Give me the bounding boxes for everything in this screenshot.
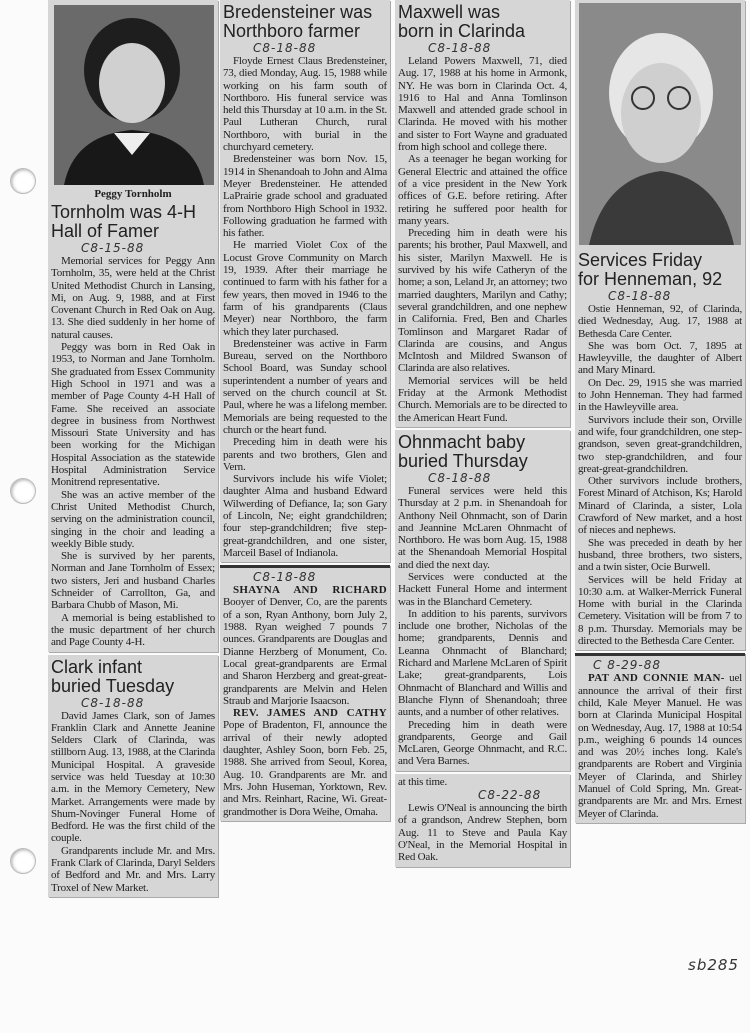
paragraph: Other survivors include brothers, Forest Minard of Atchison, Ks; Harold Minard of Clarinda, a sister, Lola Crawford of New market, and a host of nieces and nephews. [578, 475, 742, 537]
binder-hole [10, 478, 36, 504]
paragraph: A memorial is being established to the music department of her church and Page County 4-H. [51, 611, 215, 649]
article-body [398, 802, 567, 863]
article-body [578, 672, 742, 820]
announcement-lead: PAT AND CONNIE MAN- [588, 672, 725, 685]
paragraph: She was an active member of the Christ United Methodist Church, serving on the administration council, singing in the choir and leading a weekly Bible study. [51, 488, 215, 550]
article-body [398, 776, 567, 788]
bredensteiner-clipping [220, 0, 390, 562]
paragraph: Funeral services were held this Thursday at 2 p.m. in Shenandoah for Anthony Neil Ohnmacht, son of Darin and Jeannine McLaren Ohnmacht of Northboro. He was born Aug. 15, 1988 at the Shenandoah Memorial Hospital and died the next day. [398, 484, 567, 571]
paragraph: Memorial services for Peggy Ann Tornholm, 35, were held at the Christ United Methodist Church in Lansing, Mi, on Aug. 9, 1988, and at First Covenant Church in Red Oak on Aug. 13. She died suddenly in her home of natural causes. [51, 255, 215, 341]
column-3 [395, 0, 570, 867]
announcement-lead: SHAYNA AND RICHARD [233, 584, 387, 597]
headline: Bredensteiner was Northboro farmer [223, 2, 373, 41]
tornholm-photo [54, 5, 214, 185]
paragraph: As a teenager he began working for General Electric and attained the office of a vice president in the New York offices of G.E. before retiring. After retiring he suffered poor health for many years. [398, 153, 567, 227]
manuel-clipping [575, 653, 745, 823]
paragraph: Services were conducted at the Hackett Funeral Home and interment was in the Blanchard Cemetery. [398, 570, 567, 608]
article-body [51, 710, 215, 894]
paragraph: He married Violet Cox of the Locust Grove Community on March 19, 1939. After their marriage he continued to farm with his father for a few years, then moved in 1946 to the farm of his grandparents (Claus Meyer) near Northboro, the farm which they later purchased. [223, 239, 387, 338]
headline: Clark infant buried Tuesday [51, 656, 175, 696]
paragraph: Services will be held Friday at 10:30 a.m. at Walker-Merrick Funeral Home with burial in the Clarinda Cemetery. Visitation will be from 7 to 8 p.m. Thursday. Memorials may be directed to the Bethesda Care Center. [578, 573, 742, 648]
henneman-photo [579, 3, 741, 245]
paragraph: Memorial services will be held Friday at the Armonk Methodist Church. Memorials are to be directed to the American Heart Fund. [398, 374, 567, 424]
article-body [398, 485, 567, 768]
ohnmacht-clipping [395, 430, 570, 771]
paragraph: Preceding him in death were his parents; his brother, Paul Maxwell, and his sister, Marilyn Maxwell. He is survived by his wife Catheryn of the home; a son, Leland Jr, an attorney; two married daughters, Marilyn and Cathy; several grandchildren, and one nephew in California. Fred, Ben and Charles Tomlinson and Margaret Radar of Clarinda are cousins, and Angus McIntosh and Mildred Swanson of Clarinda are also relatives. [398, 227, 567, 375]
paragraph: Ostie Henneman, 92, of Clarinda, died Wednesday, Aug. 17, 1988 at Bethesda Care Center. [578, 303, 742, 340]
tornholm-clipping [48, 0, 218, 652]
paragraph: Leland Powers Maxwell, 71, died Aug. 17, 1988 at his home in Armonk, NY. He was born in Clarinda Oct. 4, 1916 to Hal and Anna Tomlinson Maxwell and attended grade school in Clarinda. He moved with his mother and sister to Fort Wayne and graduated from high school and college there. [398, 55, 567, 154]
paragraph: Lewis O'Neal is announcing the birth of a grandson, Andrew Stephen, born Aug. 11 to Steve and Paula Kay O'Neal, in the Memorial Hospital in Red Oak. [398, 802, 567, 864]
clark-clipping [48, 655, 218, 897]
handwritten-date: C8-18-88 [253, 570, 317, 585]
headline: Tornholm was 4-H Hall of Famer [51, 202, 197, 241]
paragraph: Bredensteiner was active in Farm Bureau, served on the Northboro School Board, was Sunday school superintendent a number of years and served on the church council at St. Paul, where he was a lifelong member. Memorials are being requested to the church or the heart fund. [223, 337, 387, 436]
photo-caption: Peggy Tornholm [94, 188, 172, 200]
article-body [578, 303, 742, 647]
page-number-note: sb285 [688, 956, 739, 974]
handwritten-date: C8-18-88 [428, 41, 492, 55]
article-body [223, 584, 387, 818]
fragment: at this time. [398, 775, 448, 788]
henneman-clipping [575, 0, 745, 650]
paragraph: She was born Oct. 7, 1895 at Hawleyville, the daughter of Albert and Mary Minard. [578, 339, 742, 377]
portrait-image [54, 5, 214, 185]
binder-hole [10, 168, 36, 194]
article-body [398, 55, 567, 424]
oneal-clipping [395, 774, 570, 867]
handwritten-date: C8-22-88 [478, 788, 542, 803]
headline: Services Friday for Henneman, 92 [578, 250, 723, 289]
paragraph: Bredensteiner was born Nov. 15, 1914 in Shenandoah to John and Alma Meyer Bredensteiner. He attended LaPrairie grade school and graduated from Northboro High School in 1932. Following graduation he farmed with his father. [223, 153, 387, 240]
births-clipping [220, 565, 390, 821]
paragraph: In addition to his parents, survivors include one brother, Nicholas of the home; grandparents, Dennis and Leanna Ohnmacht of Blanchard; Richard and Marlene McLaren of Spirit Lake; great-grandparents, Lois Ohnmacht of Blanchard and Willis and Blanche Flynn of Shenandoah; three aunts, and a number of other relatives. [398, 607, 567, 719]
headline: Ohnmacht baby buried Thursday [398, 431, 528, 471]
paragraph: Grandparents include Mr. and Mrs. Frank Clark of Clarinda, Daryl Selders of Bedford and Mr. and Mrs. Larry Troxel of New Market. [51, 844, 215, 894]
handwritten-date: C8-18-88 [428, 470, 492, 485]
paragraph: Floyde Ernest Claus Bredensteiner, 73, died Monday, Aug. 15, 1988 while working on his farm south of Northboro. His funeral service was held this Thursday at 10 a.m. in the St. Paul Lutheran Church, rural Northboro, with burial in the churchyard cemetery. [223, 55, 387, 154]
portrait-image [579, 3, 741, 245]
handwritten-date: C8-15-88 [81, 241, 145, 255]
paragraph: Peggy was born in Red Oak in 1953, to Norman and Jane Tornholm. She graduated from Essex Community High School in 1971 and was a member of Page County 4-H Hall of Fame. She received an associate degree in business from Northwest Missouri State University and has been working for the Michigan Hospital Association as the statewide Hospital Administration Service Monitrend representative. [51, 341, 215, 489]
birth-announcement: PAT AND CONNIE MAN- uel announce the arrival of their first child, Kale Meyer Manuel. He was born at Clarinda Municipal Hospital on Wednesday, Aug. 17, 1988 at 10:54 p.m., weighing 6 pounds 14 ounces and was 20½ inches long. Kale's grandparents are Robert and Virginia Meyer of Clarinda, and Shirley Manuel of Cold Spring, Mn. Great-grandparents are Mr. and Mrs. Ernest Meyer of Clarinda. [578, 672, 742, 820]
paragraph: David James Clark, son of James Franklin Clark and Annette Jeanine Selders Clark of Clarinda, was stillborn Aug. 13, 1988, at the Clarinda Municipal Hospital. A graveside service was held Tuesday at 10:30 a.m. in the Memory Cemetery, New Market. Arrangements were made by Shum-Novinger Funeral Home of Bedford. He was the first child of the couple. [51, 709, 216, 845]
column-1 [48, 0, 218, 897]
handwritten-date: C8-18-88 [81, 695, 145, 710]
article-body [223, 55, 387, 559]
paragraph: Survivors include their son, Orville and wife, four grandchildren, one step-grandson, seven great-grandchildren, two step-grandchildren, and four great-great-grandchildren. [578, 413, 742, 475]
paragraph: She is survived by her parents, Norman and Jane Tornholm of Essex; two sisters, Jeri and husband Charles Schneider of Carrollton, Ga, and Barbara Chubb of Mason, Mi. [51, 550, 215, 612]
paragraph: Survivors include his wife Violet; daughter Alma and husband Edward Wilwerding of Defiance, Ia; son Gary of Lincoln, Ne; eight grandchildren; four step-grandchildren; five step-great-grandchildren, and one sister, Marceil Basel of Indianola. [223, 473, 387, 559]
handwritten-date: C8-18-88 [608, 289, 672, 303]
handwritten-date: C8-18-88 [253, 41, 317, 55]
headline: Maxwell was born in Clarinda [398, 2, 526, 41]
column-2 [220, 0, 390, 821]
birth-announcement: REV. JAMES AND CATHY Pope of Bradenton, Fl, announce the arrival of their newly adopted daughter, Ashley Soon, born Feb. 25, 1988. She arrived from Seoul, Korea, Aug. 10. Grandparents are Mr. and Mrs. John Huseman, Yorktown, Rev. and Mrs. Reinhart, Racine, Wi. Great-grandmother is Dora Weihe, Omaha. [223, 707, 387, 818]
binder-hole [10, 848, 36, 874]
column-4 [575, 0, 745, 823]
paragraph: She was preceded in death by her husband, three brothers, two sisters, and a twin sister, Ocie Burwell. [578, 536, 742, 574]
birth-announcement: SHAYNA AND RICHARD Booyer of Denver, Co, are the parents of a son, Ryan Anthony, born July 2, 1988. Ryan weighed 7 pounds 7 ounces. Grandparents are Douglas and Dianne Herzberg of Monument, Co. Local great-grandparents are Ermal and Sharon Herzberg and great-great-grandparents are Melvin and Helen Straub and Marjorie Isaacson. [223, 584, 387, 707]
paragraph: On Dec. 29, 1915 she was married to John Henneman. They had farmed in the Hawleyville area. [578, 376, 742, 414]
announcement-lead: REV. JAMES AND CATHY [233, 707, 387, 720]
paragraph: Preceding him in death were his parents and two brothers, Glen and Vern. [223, 436, 387, 473]
maxwell-clipping [395, 0, 570, 427]
article-body [51, 255, 215, 649]
paragraph: Preceding him in death were grandparents, George and Gail McLaren, George Ohnmacht, and R.C. and Vera Barnes. [398, 718, 567, 768]
handwritten-date: C 8-29-88 [593, 658, 662, 673]
